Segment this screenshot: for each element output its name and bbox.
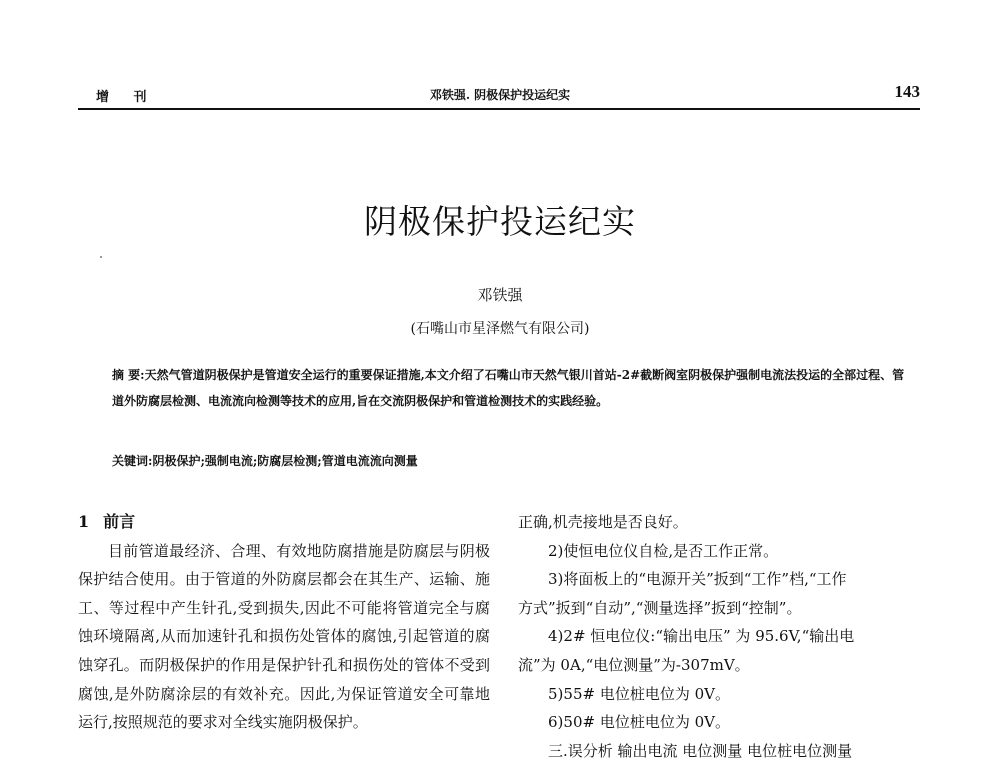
section-number: 1 (78, 512, 90, 531)
body-line: 方式”扳到“自动”,“测量选择”扳到“控制”。 (518, 598, 802, 617)
page-number: 143 (894, 82, 920, 101)
abstract-label: 摘 要: (112, 368, 145, 382)
body-line: 正确,机壳接地是否良好。 (518, 513, 688, 531)
intro-paragraph: 目前管道最经济、合理、有效地防腐措施是防腐层与阴极保护结合使用。由于管道的外防腐层都会在其生产、运输、施工、等过程中产生针孔,受到损失,因此不可能将管道完全与腐蚀环境隔离,从而加速针孔和损伤处管体的腐蚀,引起管道的腐蚀穿孔。而阴极保护的作用是保护针孔和损伤处的管体不受到腐蚀,是外防腐涂层的有效补充。因此,为保证管道安全可靠地运行,按照规范的要求对全线实施阴极保护。 (78, 541, 490, 732)
body-line: 2)使恒电位仪自检,是否工作正常。 (548, 541, 779, 560)
body-line: 5)55# 电位桩电位为 0V。 (548, 684, 730, 703)
paper-title: 阴极保护投运纪实 (364, 202, 636, 241)
section-title: 前言 (103, 512, 136, 531)
running-header-left: 增 刊 (96, 90, 157, 105)
keywords-text: 阴极保护;强制电流;防腐层检测;管道电流流向测量 (152, 454, 418, 468)
scan-speck (100, 256, 102, 258)
abstract (112, 362, 912, 414)
header-rule (78, 108, 920, 110)
body-line: 3)将面板上的“电源开关”扳到“工作”档,“工作 (548, 570, 847, 589)
body-line: 4)2# 恒电位仪:“输出电压” 为 95.6V,“输出电 (548, 627, 855, 646)
body-line: 流”为 0A,“电位测量”为-307mV。 (518, 655, 750, 674)
body-line: 三.误分析 输出电流 电位测量 电位桩电位测量 (548, 741, 853, 760)
abstract-text: 天然气管道阴极保护是管道安全运行的重要保证措施,本文介绍了石嘴山市天然气银川首站-2#截断阀室阴极保护强制电流法投运的全部过程、管道外防腐层检测、电流流向检测等技术的应用,旨在交流阴极保护和管道检测技术的实践经验。 (112, 368, 905, 408)
right-column (518, 508, 930, 765)
section-heading (78, 508, 490, 537)
keywords (112, 452, 912, 469)
left-column (78, 508, 490, 737)
author-affiliation: (石嘴山市星泽燃气有限公司) (410, 321, 590, 337)
keywords-label: 关键词: (112, 454, 153, 468)
author-name: 邓铁强 (477, 286, 523, 304)
running-header-title: 邓铁强. 阴极保护投运纪实 (429, 88, 571, 102)
body-line: 6)50# 电位桩电位为 0V。 (548, 713, 730, 732)
